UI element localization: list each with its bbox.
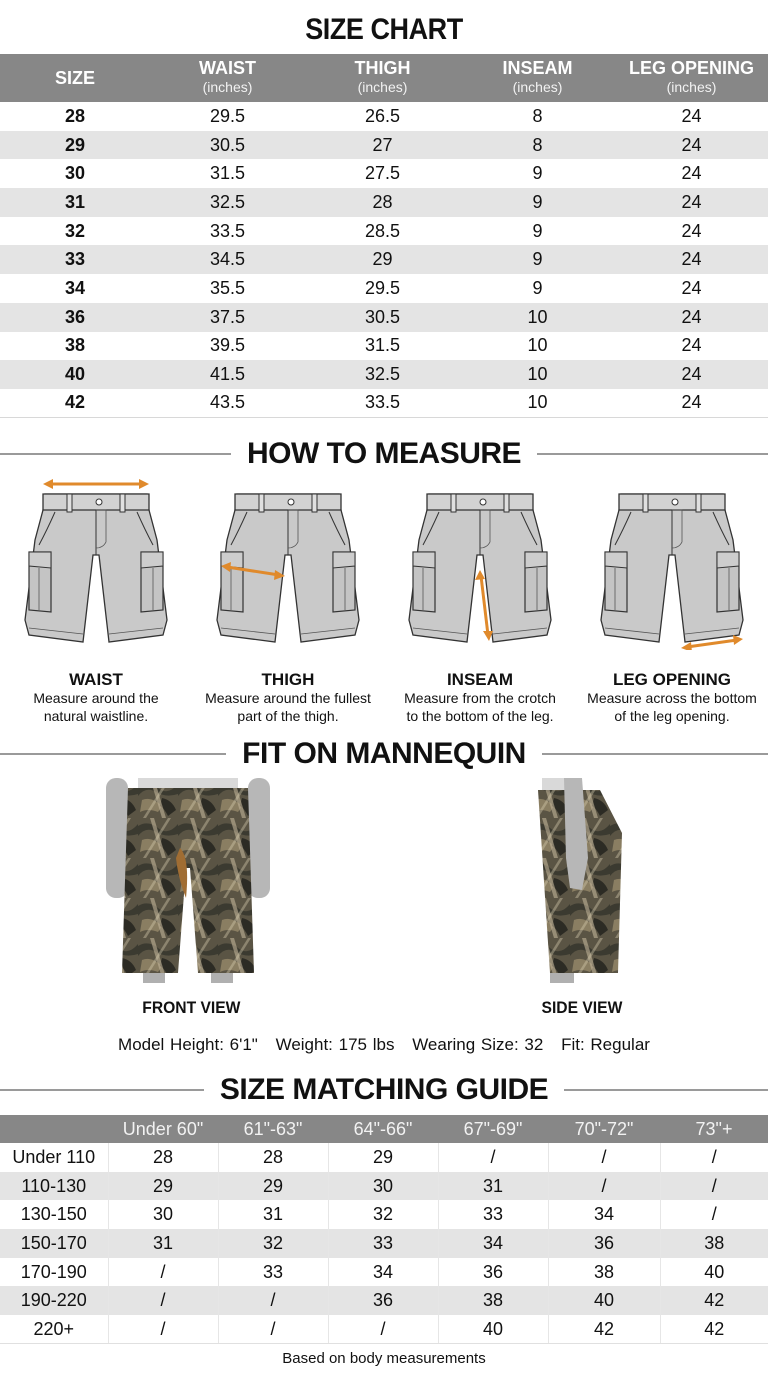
col-header-thigh: THIGH (inches) <box>305 54 460 102</box>
height-column-header: 64"-66" <box>328 1115 438 1143</box>
divider-line <box>537 453 768 455</box>
recommended-size-cell: 33 <box>438 1200 548 1229</box>
col-header-leg-opening: LEG OPENING (inches) <box>615 54 768 102</box>
recommended-size-cell: 36 <box>438 1258 548 1287</box>
recommended-size-cell: 38 <box>548 1258 660 1287</box>
how-to-measure-title: HOW TO MEASURE <box>246 437 522 470</box>
size-cell: 32 <box>64 220 86 241</box>
mannequin-images <box>0 778 768 978</box>
measurement-cell: 30.5 <box>305 303 460 332</box>
col-header-size: SIZE <box>0 54 150 102</box>
recommended-size-cell: 30 <box>108 1200 218 1229</box>
recommended-size-cell: / <box>328 1315 438 1344</box>
measurement-cell: 9 <box>532 220 543 241</box>
size-chart-row <box>0 332 768 361</box>
how-to-measure-header <box>0 434 768 474</box>
model-height: Model Height: 6'1" <box>118 1035 258 1054</box>
measurement-cell: 9 <box>532 277 543 298</box>
measure-desc: Measure from the crotch <box>404 690 556 706</box>
recommended-size-cell: / <box>108 1286 218 1315</box>
measure-item-thigh <box>192 470 384 725</box>
fit-type: Fit: Regular <box>561 1035 650 1054</box>
weight-range-cell: 190-220 <box>0 1286 108 1315</box>
divider-line <box>0 1089 204 1091</box>
recommended-size-cell: / <box>108 1258 218 1287</box>
measurement-cell: 9 <box>460 245 615 274</box>
matching-row <box>0 1258 768 1287</box>
measure-desc: of the leg opening. <box>614 708 730 724</box>
measure-desc: to the bottom of the leg. <box>406 708 554 724</box>
model-info <box>0 1035 768 1055</box>
matching-row <box>0 1172 768 1201</box>
weight-range-cell: Under 110 <box>12 1146 96 1167</box>
model-weight: Weight: 175 lbs <box>275 1035 395 1054</box>
matching-row <box>0 1200 768 1229</box>
divider-line <box>0 753 226 755</box>
fit-on-mannequin-title: FIT ON MANNEQUIN <box>242 737 526 770</box>
matching-row <box>0 1143 768 1172</box>
matching-header-row <box>0 1115 768 1143</box>
size-cell: 31 <box>0 188 150 217</box>
size-chart-row <box>0 188 768 217</box>
size-chart-row <box>0 102 768 131</box>
measurement-cell: 24 <box>615 131 768 160</box>
measurement-cell: 35.5 <box>209 277 246 298</box>
side-view-label: SIDE VIEW <box>541 998 623 1017</box>
shorts-leg-opening-arrow-icon <box>597 470 747 650</box>
size-chart-row <box>0 303 768 332</box>
measurement-cell: 10 <box>460 360 615 389</box>
measurement-cell: 24 <box>681 335 702 356</box>
measure-title: LEG OPENING <box>612 670 732 689</box>
recommended-size-cell: 29 <box>218 1172 328 1201</box>
size-matching-guide-title: SIZE MATCHING GUIDE <box>219 1073 549 1106</box>
size-cell: 33 <box>0 245 150 274</box>
recommended-size-cell: 36 <box>328 1286 438 1315</box>
measurement-cell: 34.5 <box>150 245 305 274</box>
measurement-cell: 10 <box>460 389 615 418</box>
measurement-cell: 29.5 <box>209 105 246 126</box>
measure-item-waist <box>0 470 192 725</box>
measure-desc: natural waistline. <box>43 708 149 724</box>
measurement-cell: 32.5 <box>150 188 305 217</box>
measurement-cell: 9 <box>460 188 615 217</box>
measure-title: INSEAM <box>446 670 514 689</box>
measurement-cell: 8 <box>460 131 615 160</box>
measurement-cell: 27 <box>305 131 460 160</box>
matching-row <box>0 1315 768 1344</box>
recommended-size-cell: 29 <box>108 1172 218 1201</box>
size-cell: 30 <box>64 163 86 184</box>
front-view-label: FRONT VIEW <box>142 998 241 1017</box>
height-column-header: 73"+ <box>660 1115 768 1143</box>
measurement-cell: 28.5 <box>364 220 401 241</box>
divider-line <box>0 453 231 455</box>
recommended-size-cell: / <box>660 1200 768 1229</box>
recommended-size-cell: 42 <box>660 1286 768 1315</box>
measure-item-leg-opening <box>576 470 768 725</box>
measurement-cell: 43.5 <box>150 389 305 418</box>
measurement-cell: 29.5 <box>364 277 401 298</box>
measure-desc: Measure around the <box>33 690 159 706</box>
measurement-cell: 31.5 <box>209 163 246 184</box>
recommended-size-cell: / <box>438 1143 548 1172</box>
recommended-size-cell: 40 <box>660 1258 768 1287</box>
col-header-inseam: INSEAM (inches) <box>460 54 615 102</box>
measure-item-inseam <box>384 470 576 725</box>
wearing-size: Wearing Size: 32 <box>412 1035 544 1054</box>
size-chart-row <box>0 131 768 160</box>
recommended-size-cell: / <box>548 1172 660 1201</box>
size-cell: 34 <box>64 277 86 298</box>
recommended-size-cell: 28 <box>108 1143 218 1172</box>
recommended-size-cell: 30 <box>328 1172 438 1201</box>
col-header-waist: WAIST (inches) <box>150 54 305 102</box>
size-matching-guide-header <box>0 1070 768 1110</box>
recommended-size-cell: 38 <box>660 1229 768 1258</box>
recommended-size-cell: 38 <box>438 1286 548 1315</box>
weight-range-cell: 220+ <box>0 1315 108 1344</box>
height-column-header <box>0 1115 108 1143</box>
measurement-cell: 24 <box>681 163 702 184</box>
divider-line <box>542 753 768 755</box>
weight-range-cell: 150-170 <box>0 1229 108 1258</box>
recommended-size-cell: 40 <box>548 1286 660 1315</box>
size-cell: 29 <box>0 131 150 160</box>
footnote: Based on body measurements <box>282 1350 486 1367</box>
measurement-cell: 24 <box>681 220 702 241</box>
measurement-cell: 24 <box>615 389 768 418</box>
height-column-header: Under 60" <box>108 1115 218 1143</box>
measure-title: THIGH <box>261 670 315 689</box>
measurement-cell: 10 <box>460 303 615 332</box>
size-chart-table <box>0 54 768 418</box>
measurement-cell: 30.5 <box>150 131 305 160</box>
size-chart-row <box>0 274 768 303</box>
measurement-cell: 24 <box>681 277 702 298</box>
recommended-size-cell: / <box>660 1143 768 1172</box>
measurement-cell: 8 <box>532 105 543 126</box>
measurement-cell: 41.5 <box>150 360 305 389</box>
recommended-size-cell: 42 <box>548 1315 660 1344</box>
height-column-header: 67"-69" <box>438 1115 548 1143</box>
recommended-size-cell: 34 <box>328 1258 438 1287</box>
recommended-size-cell: 34 <box>548 1200 660 1229</box>
measurement-cell: 39.5 <box>209 335 246 356</box>
size-chart-title: SIZE CHART <box>305 13 463 46</box>
recommended-size-cell: 33 <box>218 1258 328 1287</box>
measurement-cell: 10 <box>527 335 548 356</box>
recommended-size-cell: 40 <box>438 1315 548 1344</box>
size-chart-row <box>0 159 768 188</box>
measurement-cell: 29 <box>305 245 460 274</box>
size-cell: 36 <box>0 303 150 332</box>
weight-range-cell: 130-150 <box>20 1204 87 1225</box>
recommended-size-cell: 29 <box>328 1143 438 1172</box>
size-chart-row <box>0 217 768 246</box>
recommended-size-cell: / <box>660 1172 768 1201</box>
recommended-size-cell: 42 <box>660 1315 768 1344</box>
size-chart-row <box>0 245 768 274</box>
measure-title: WAIST <box>69 670 123 689</box>
measurement-cell: 37.5 <box>150 303 305 332</box>
measure-guide <box>0 470 768 725</box>
size-chart-row <box>0 389 768 418</box>
recommended-size-cell: 31 <box>218 1200 328 1229</box>
recommended-size-cell: 33 <box>328 1229 438 1258</box>
measure-desc: Measure around the fullest <box>205 690 371 706</box>
weight-range-cell: 170-190 <box>20 1261 87 1282</box>
measurement-cell: 33.5 <box>305 389 460 418</box>
measurement-cell: 33.5 <box>209 220 246 241</box>
shorts-waist-arrow-icon <box>21 470 171 650</box>
size-matching-table <box>0 1115 768 1344</box>
divider-line <box>564 1089 768 1091</box>
measurement-cell: 26.5 <box>364 105 401 126</box>
matching-row <box>0 1286 768 1315</box>
size-cell: 28 <box>64 105 86 126</box>
size-cell: 40 <box>0 360 150 389</box>
measurement-cell: 31.5 <box>364 335 401 356</box>
mannequin-side-image <box>530 778 630 983</box>
recommended-size-cell: 31 <box>438 1172 548 1201</box>
measurement-cell: 27.5 <box>364 163 401 184</box>
weight-range-cell: 110-130 <box>0 1172 108 1201</box>
recommended-size-cell: / <box>218 1286 328 1315</box>
measurement-cell: 24 <box>615 360 768 389</box>
size-cell: 38 <box>64 335 86 356</box>
measure-desc: part of the thigh. <box>237 708 339 724</box>
recommended-size-cell: / <box>218 1315 328 1344</box>
measurement-cell: 24 <box>615 303 768 332</box>
recommended-size-cell: 31 <box>108 1229 218 1258</box>
height-column-header: 61"-63" <box>218 1115 328 1143</box>
measure-desc: Measure across the bottom <box>587 690 757 706</box>
measurement-cell: 24 <box>615 188 768 217</box>
measurement-cell: 24 <box>615 245 768 274</box>
size-chart-header-row <box>0 54 768 102</box>
recommended-size-cell: 36 <box>548 1229 660 1258</box>
recommended-size-cell: 34 <box>438 1229 548 1258</box>
measurement-cell: 28 <box>305 188 460 217</box>
recommended-size-cell: 32 <box>328 1200 438 1229</box>
recommended-size-cell: 32 <box>218 1229 328 1258</box>
measurement-cell: 9 <box>532 163 543 184</box>
fit-on-mannequin-header <box>0 734 768 774</box>
recommended-size-cell: / <box>108 1315 218 1344</box>
mannequin-front-image <box>98 778 278 983</box>
size-chart-row <box>0 360 768 389</box>
recommended-size-cell: / <box>548 1143 660 1172</box>
matching-row <box>0 1229 768 1258</box>
recommended-size-cell: 28 <box>218 1143 328 1172</box>
shorts-thigh-arrow-icon <box>213 470 363 650</box>
shorts-inseam-arrow-icon <box>405 470 555 650</box>
measurement-cell: 32.5 <box>305 360 460 389</box>
size-cell: 42 <box>0 389 150 418</box>
height-column-header: 70"-72" <box>548 1115 660 1143</box>
measurement-cell: 24 <box>681 105 702 126</box>
